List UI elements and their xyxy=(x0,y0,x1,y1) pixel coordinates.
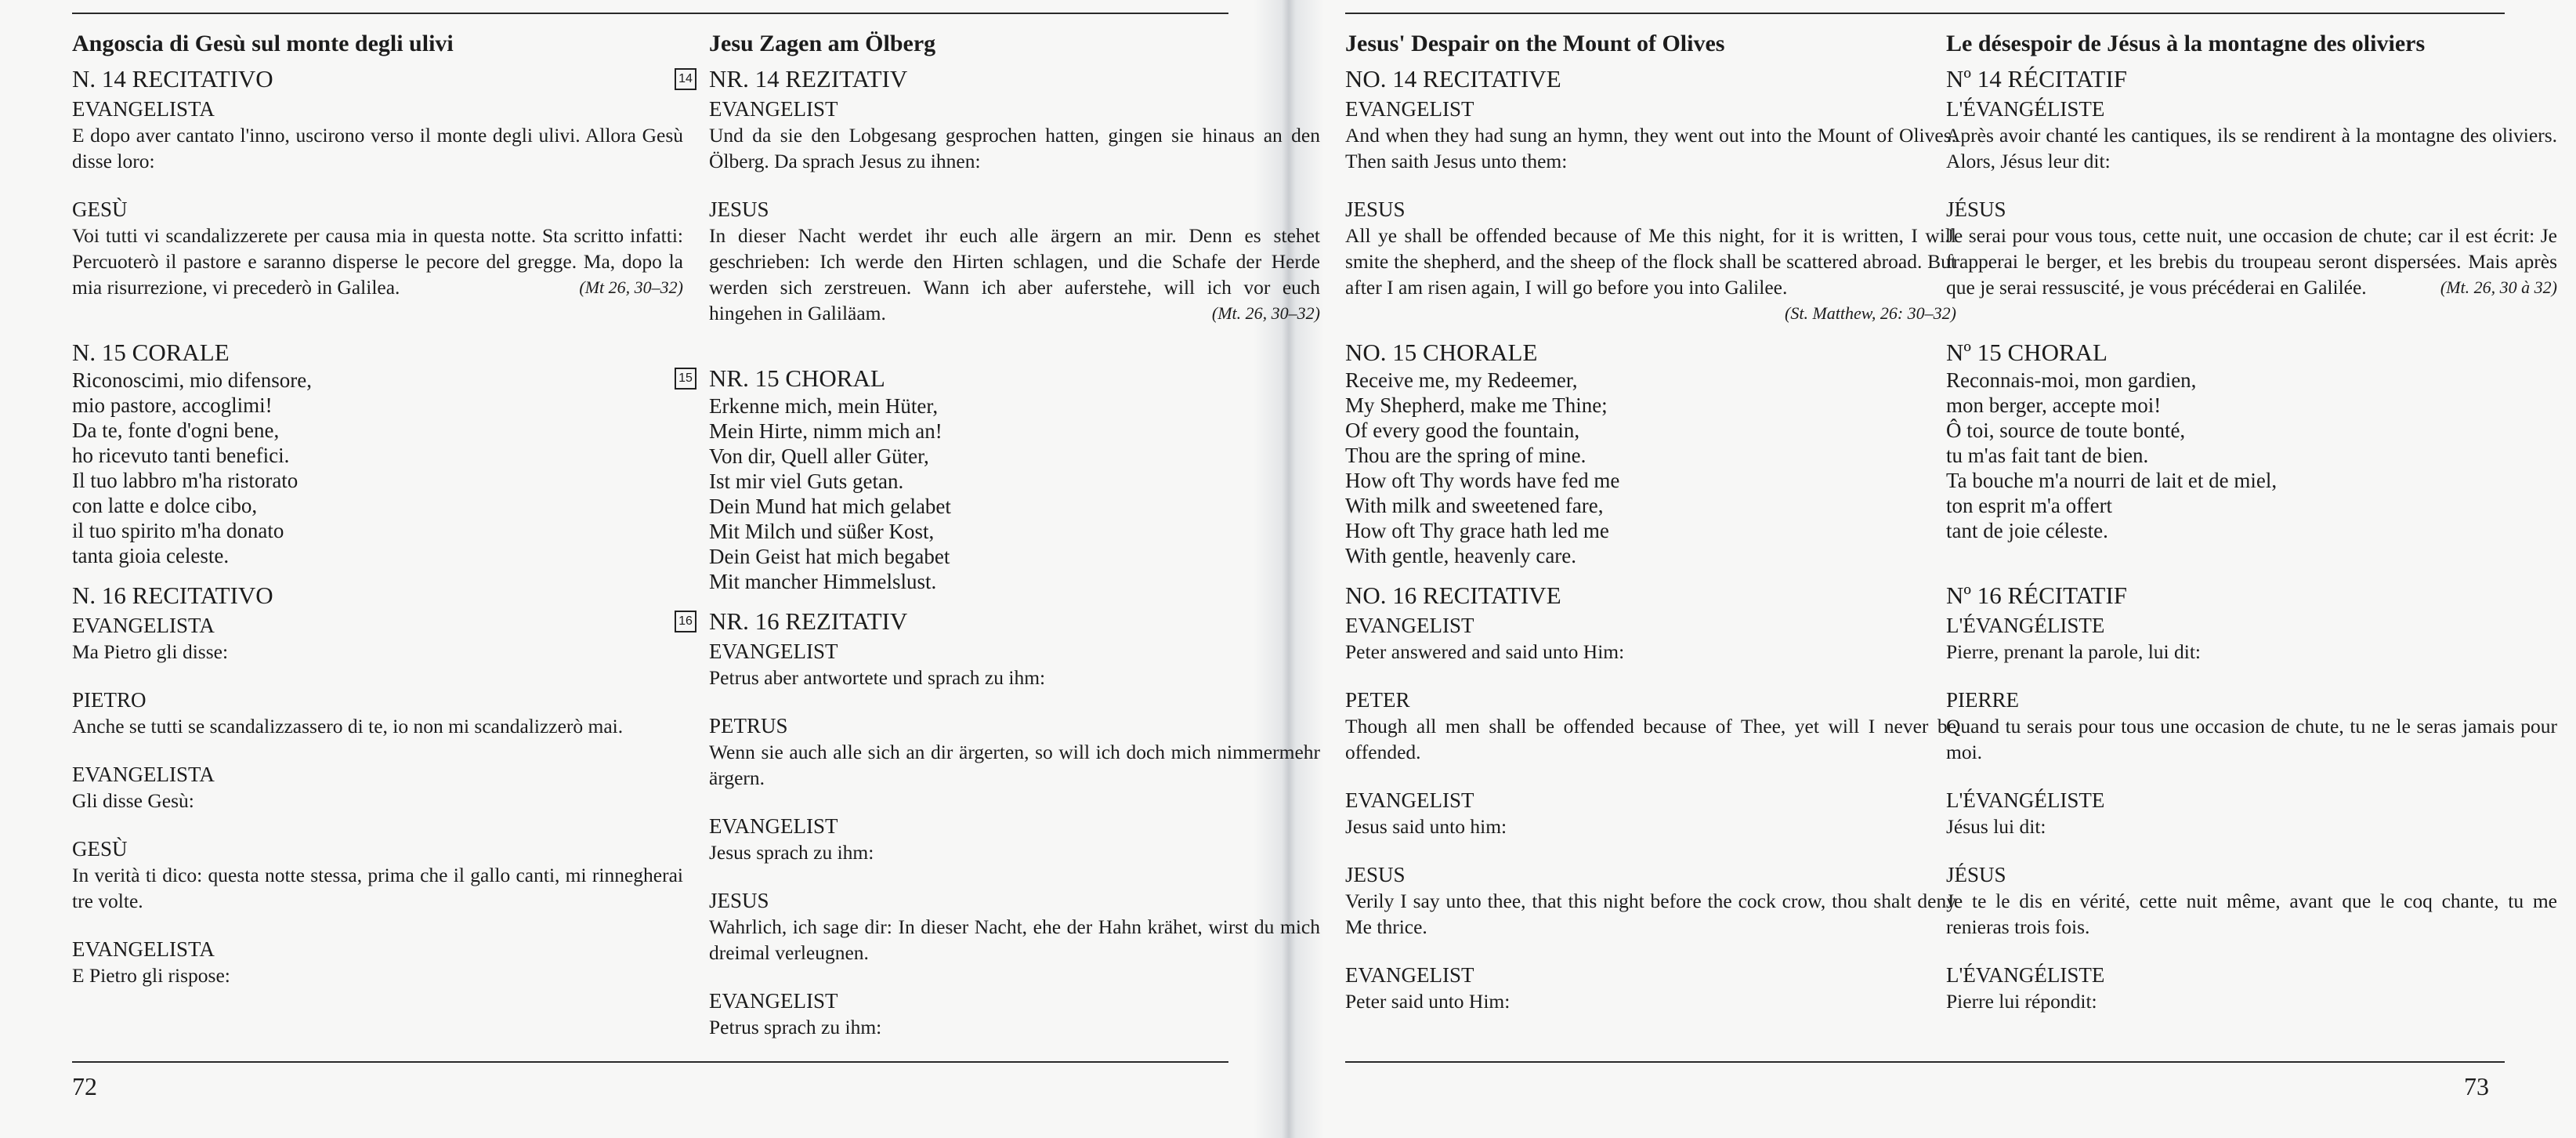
recitative-text: Anche se tutti se scandalizzassero di te, io non mi scandalizzerò mai. xyxy=(72,715,624,738)
speaker-label: PETER xyxy=(1345,688,1410,712)
verse-line: Da te, fonte d'ogni bene, xyxy=(72,419,280,442)
speaker-label: JESUS xyxy=(709,889,769,912)
speaker-label: EVANGELIST xyxy=(1345,963,1474,987)
verse-line: ho ricevuto tanti benefici. xyxy=(72,444,290,467)
page-number-right: 73 xyxy=(2464,1072,2489,1100)
speaker-label: EVANGELIST xyxy=(1345,97,1474,121)
verse-line: mio pastore, accoglimi! xyxy=(72,393,273,417)
verse-line: ton esprit m'a offert xyxy=(1946,494,2113,517)
recitative-text: All ye shall be offended because of Me this night, for it is written, I will smite the shepherd, and the sheep of the flock shall be scattered abroad. But after I am risen again, I will go before you into Galilee. (St. Matthew, 26: 30–32) xyxy=(1345,223,1956,300)
verse-line: Riconoscimi, mio difensore, xyxy=(72,368,312,392)
section-title: Jesu Zagen am Ölberg xyxy=(709,31,936,56)
recitative-text: Wahrlich, ich sage dir: In dieser Nacht, ehe der Hahn krähet, wirst du mich dreimal verleugnen. xyxy=(709,915,1320,964)
section-title: Jesus' Despair on the Mount of Olives xyxy=(1345,31,1725,56)
recitative-text: Quand tu serais pour tous une occasion de chute, tu ne le seras jamais pour moi. xyxy=(1946,715,2557,763)
top-rule-left xyxy=(72,13,1228,14)
track-number-box: 16 xyxy=(675,611,696,632)
recitative-text: And when they had sung an hymn, they went out into the Mount of Olives. Then saith Jesus unto them: xyxy=(1345,124,1956,172)
recitative-text: Après avoir chanté les cantiques, ils se rendirent à la montagne des oliviers. Alors, Jésus leur dit: xyxy=(1946,124,2557,172)
track-number-box: 15 xyxy=(675,368,696,390)
speaker-label: EVANGELIST xyxy=(709,989,838,1013)
speaker-label: L'ÉVANGÉLISTE xyxy=(1946,788,2105,812)
number-heading: NO. 15 CHORALE xyxy=(1345,339,1538,366)
number-heading: N. 14 RECITATIVO xyxy=(72,65,273,92)
verse-line: tanta gioia celeste. xyxy=(72,544,230,567)
speaker-label: GESÙ xyxy=(72,837,128,861)
page-number-left: 72 xyxy=(72,1072,97,1100)
recitative-text: Jesus said unto him: xyxy=(1345,815,1507,838)
verse-line: Ist mir viel Guts getan. xyxy=(709,469,904,493)
number-heading: NO. 14 RECITATIVE xyxy=(1345,65,1561,92)
verse-line: Von dir, Quell aller Güter, xyxy=(709,444,929,468)
speaker-label: EVANGELIST xyxy=(1345,788,1474,812)
recitative-text: Jésus lui dit: xyxy=(1946,815,2046,838)
verse-line: Thou are the spring of mine. xyxy=(1345,444,1586,467)
recitative-text: Peter said unto Him: xyxy=(1345,990,1511,1013)
scripture-reference: (Mt 26, 30–32) xyxy=(579,277,683,297)
speaker-label: JESUS xyxy=(1345,863,1406,886)
recitative-text: Und da sie den Lobgesang gesprochen hatten, gingen sie hinaus an den Ölberg. Da sprach Jesus zu ihnen: xyxy=(709,124,1320,172)
verse-line: How oft Thy grace hath led me xyxy=(1345,519,1609,542)
speaker-label: EVANGELISTA xyxy=(72,97,215,121)
recitative-text: Though all men shall be offended because of Thee, yet will I never be offended. xyxy=(1345,715,1956,763)
recitative-text: Ma Pietro gli disse: xyxy=(72,640,229,663)
verse-line: Mit mancher Himmelslust. xyxy=(709,570,937,593)
speaker-label: EVANGELIST xyxy=(709,97,838,121)
recitative-text: Peter answered and said unto Him: xyxy=(1345,640,1625,663)
speaker-label: EVANGELISTA xyxy=(72,614,215,637)
number-heading: 15 NR. 15 CHORAL xyxy=(709,364,1320,393)
verse-line: con latte e dolce cibo, xyxy=(72,494,258,517)
verse-line: mon berger, accepte moi! xyxy=(1946,393,2162,417)
speaker-label: PETRUS xyxy=(709,714,788,738)
verse-line: Il tuo labbro m'ha ristorato xyxy=(72,469,298,492)
number-heading: Nº 16 RÉCITATIF xyxy=(1946,582,2128,609)
section-title: Angoscia di Gesù sul monte degli ulivi xyxy=(72,31,454,56)
bottom-rule-left xyxy=(72,1061,1228,1063)
number-heading: NO. 16 RECITATIVE xyxy=(1345,582,1561,609)
section-title: Le désespoir de Jésus à la montagne des oliviers xyxy=(1946,31,2426,56)
scripture-reference: (Mt. 26, 30–32) xyxy=(1211,303,1320,323)
german-column xyxy=(678,28,1320,1040)
verse-line: Ta bouche m'a nourri de lait et de miel, xyxy=(1946,469,2278,492)
recitative-text: Jesus sprach zu ihm: xyxy=(709,841,874,864)
speaker-label: PIETRO xyxy=(72,688,147,712)
verse-line: Receive me, my Redeemer, xyxy=(1345,368,1578,392)
recitative-text: Je serai pour vous tous, cette nuit, une occasion de chute; car il est écrit: Je frapperai le berger, et les brebis du troupeau seront dispersées. Mais après que je serai ressuscité, je vous précéderai en Galilée. (Mt. 26, 30 à 32) xyxy=(1946,224,2557,299)
speaker-label: L'ÉVANGÉLISTE xyxy=(1946,97,2105,121)
speaker-label: L'ÉVANGÉLISTE xyxy=(1946,963,2105,987)
recitative-text: In verità ti dico: questa notte stessa, prima che il gallo canti, mi rinnegherai tre volte. xyxy=(72,864,683,912)
recitative-text: Petrus aber antwortete und sprach zu ihm: xyxy=(709,666,1046,689)
verse-line: Mein Hirte, nimm mich an! xyxy=(709,419,942,443)
number-heading: N. 15 CORALE xyxy=(72,339,230,366)
top-rule-right xyxy=(1345,13,2505,14)
verse-line: My Shepherd, make me Thine; xyxy=(1345,393,1608,417)
english-column xyxy=(1345,28,1956,1014)
chorale-verse xyxy=(1946,368,2557,543)
verse-line: With gentle, heavenly care. xyxy=(1345,544,1577,567)
bottom-rule-right xyxy=(1345,1061,2505,1063)
speaker-label: EVANGELIST xyxy=(709,640,838,663)
verse-line: Reconnais-moi, mon gardien, xyxy=(1946,368,2197,392)
number-heading: Nº 14 RÉCITATIF xyxy=(1946,65,2128,92)
recitative-text: Verily I say unto thee, that this night before the cock crow, thou shalt deny Me thrice. xyxy=(1345,890,1956,938)
speaker-label: EVANGELIST xyxy=(1345,614,1474,637)
speaker-label: EVANGELISTA xyxy=(72,763,215,786)
speaker-label: JESUS xyxy=(1345,198,1406,221)
speaker-label: EVANGELIST xyxy=(709,814,838,838)
recitative-text: E dopo aver cantato l'inno, uscirono verso il monte degli ulivi. Allora Gesù disse loro: xyxy=(72,124,683,172)
recitative-text: Gli disse Gesù: xyxy=(72,789,194,812)
verse-line: Of every good the fountain, xyxy=(1345,419,1580,442)
chorale-verse xyxy=(1345,368,1956,568)
recitative-text: Pierre, prenant la parole, lui dit: xyxy=(1946,640,2202,663)
number-heading: N. 16 RECITATIVO xyxy=(72,582,273,609)
speaker-label: L'ÉVANGÉLISTE xyxy=(1946,614,2105,637)
speaker-label: GESÙ xyxy=(72,198,128,221)
speaker-label: JÉSUS xyxy=(1946,863,2006,886)
track-number-box: 14 xyxy=(675,68,696,90)
verse-line: Mit Milch und süßer Kost, xyxy=(709,520,935,543)
scripture-reference: (Mt. 26, 30 à 32) xyxy=(2440,277,2557,297)
scripture-reference: (St. Matthew, 26: 30–32) xyxy=(1785,303,1956,323)
recitative-text: Wenn sie auch alle sich an dir ärgerten, so will ich doch mich nimmermehr ärgern. xyxy=(709,741,1320,789)
verse-line: Ô toi, source de toute bonté, xyxy=(1946,419,2186,442)
verse-line: Dein Geist hat mich begabet xyxy=(709,545,950,568)
chorale-verse xyxy=(72,368,683,568)
italian-column xyxy=(72,28,683,988)
speaker-label: PIERRE xyxy=(1946,688,2020,712)
verse-line: With milk and sweetened fare, xyxy=(1345,494,1604,517)
recitative-text: Petrus sprach zu ihm: xyxy=(709,1016,882,1038)
french-column xyxy=(1946,28,2557,1014)
number-heading: 16 NR. 16 REZITATIV xyxy=(709,607,1320,636)
recitative-text: Voi tutti vi scandalizzerete per causa mia in questa notte. Sta scritto infatti: Percuoterò il pastore e saranno disperse le pecore del gregge. Ma, dopo la mia risurrezione, vi precederò in Galilea. (Mt 26, 30–32) xyxy=(72,224,683,299)
number-heading: Nº 15 CHORAL xyxy=(1946,339,2107,366)
verse-line: How oft Thy words have fed me xyxy=(1345,469,1620,492)
speaker-label: JESUS xyxy=(709,198,769,221)
verse-line: tu m'as fait tant de bien. xyxy=(1946,444,2149,467)
speaker-label: EVANGELISTA xyxy=(72,937,215,961)
recitative-text: Pierre lui répondit: xyxy=(1946,990,2097,1013)
speaker-label: JÉSUS xyxy=(1946,198,2006,221)
number-heading: 14 NR. 14 REZITATIV xyxy=(709,64,1320,94)
chorale-verse xyxy=(709,393,1320,594)
recitative-text: E Pietro gli rispose: xyxy=(72,964,230,987)
recitative-text: In dieser Nacht werdet ihr euch alle ärgern an mir. Denn es stehet geschrieben: Ich werde den Hirten schlagen, und die Schafe der Herde werden sich zerstreuen. Wann ich aber auferstehe, will ich vor euch hingehen in Galiläam. (Mt. 26, 30–32) xyxy=(709,224,1320,324)
verse-line: Erkenne mich, mein Hüter, xyxy=(709,394,939,418)
verse-line: tant de joie céleste. xyxy=(1946,519,2108,542)
verse-line: Dein Mund hat mich gelabet xyxy=(709,495,951,518)
recitative-text: Je te le dis en vérité, cette nuit même, avant que le coq chante, tu me renieras trois fois. xyxy=(1946,890,2557,938)
verse-line: il tuo spirito m'ha donato xyxy=(72,519,284,542)
